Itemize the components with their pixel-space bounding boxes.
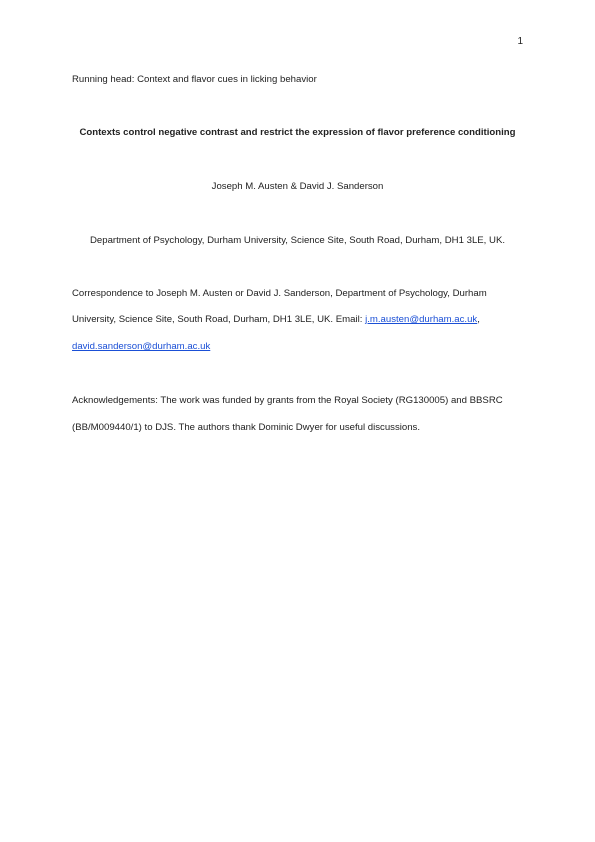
running-head: Running head: Context and flavor cues in licking behavior [72, 74, 317, 85]
authors: Joseph M. Austen & David J. Sanderson [211, 181, 384, 192]
correspondence-text: University, Science Site, South Road, Durham, DH1 3LE, UK. Email: [72, 314, 366, 325]
affiliation: Department of Psychology, Durham University, Science Site, South Road, Durham, DH1 3LE, UK. [89, 235, 506, 246]
email-link-sanderson[interactable]: david.sanderson@durham.ac.uk [72, 341, 211, 352]
email-separator: , [477, 314, 480, 325]
acknowledgements-line-1: Acknowledgements: The work was funded by grants from the Royal Society (RG130005) and BBSRC [72, 395, 503, 406]
correspondence-line-1: Correspondence to Joseph M. Austen or David J. Sanderson, Department of Psychology, Durham [72, 288, 487, 299]
acknowledgements-line-2: (BB/M009440/1) to DJS. The authors thank Dominic Dwyer for useful discussions. [72, 422, 421, 433]
correspondence-line-3 [72, 341, 210, 353]
email-link-austen[interactable]: j.m.austen@durham.ac.uk [365, 314, 478, 325]
correspondence-line-2 [72, 314, 480, 326]
page-number: 1 [517, 36, 523, 47]
paper-title: Contexts control negative contrast and restrict the expression of flavor preference conditioning [79, 127, 516, 138]
